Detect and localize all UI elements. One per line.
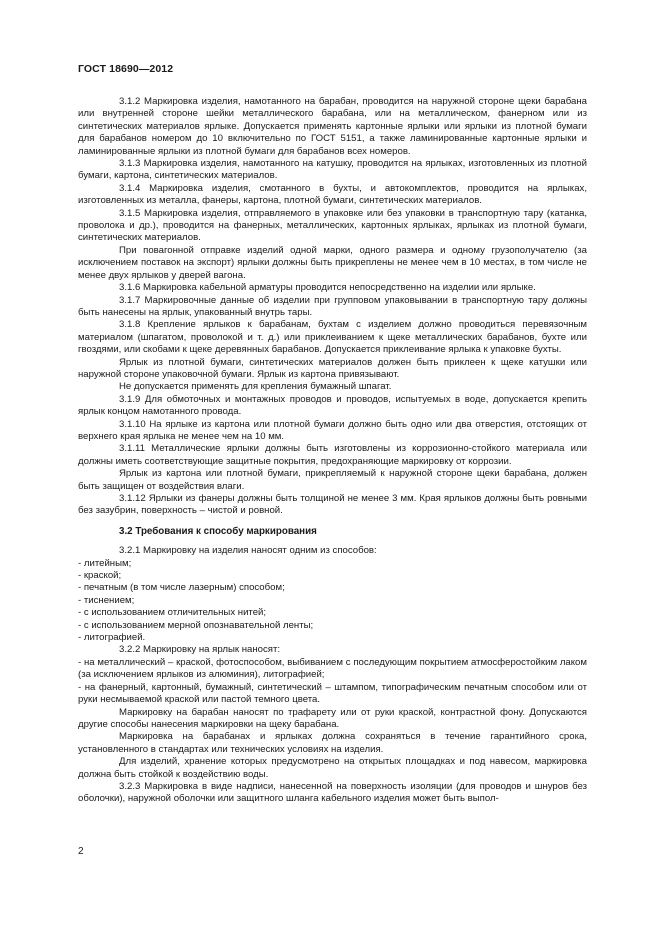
list-item: - с использованием мерной опознавательной ленты; bbox=[78, 619, 314, 631]
paragraph: Не допускается применять для крепления бумажный шпагат. bbox=[119, 381, 392, 393]
list-item: - литографией. bbox=[78, 632, 146, 644]
paragraph: 3.1.4 Маркировка изделия, смотанного в бухты, и автокомплектов, проводится на ярлыках, изготовленных из металла, фанеры, картона, плотной бумаги, синтетических материалов. bbox=[78, 182, 587, 207]
list-item: - тиснением; bbox=[78, 594, 135, 606]
list-item: - печатным (в том числе лазерным) способом; bbox=[78, 582, 285, 594]
paragraph: 3.1.10 На ярлыке из картона или плотной бумаги должно быть одно или два отверстия, отстоящих от верхнего края ярлыка не менее чем на 10 мм. bbox=[78, 418, 587, 442]
section-3-1-text bbox=[78, 96, 587, 518]
paragraph: 3.1.11 Металлические ярлыки должны быть изготовлены из коррозионно-стойкого материала или должны иметь соответствующие защитные покрытия, предохраняющие маркировку от коррозии. bbox=[78, 443, 587, 467]
section-3-2-text bbox=[78, 545, 587, 806]
paragraph: Маркировку на барабан наносят по трафарету или от руки краской, контрастной фону. Допускаются другие способы нанесения маркировки на щеку барабана. bbox=[78, 706, 587, 730]
page-number: 2 bbox=[78, 846, 84, 857]
paragraph: 3.2.1 Маркировку на изделия наносят одним из способов: bbox=[119, 545, 377, 557]
document-header: ГОСТ 18690—2012 bbox=[78, 63, 174, 75]
paragraph: Маркировка на барабанах и ярлыках должна сохраняться в течение гарантийного срока, установленного в стандартах или технических условиях на изделия. bbox=[78, 731, 587, 755]
paragraph: 3.2.2 Маркировку на ярлык наносят: bbox=[119, 644, 281, 656]
paragraph: Для изделий, хранение которых предусмотрено на открытых площадках и под навесом, маркировка должна быть стойкой к воздействию воды. bbox=[78, 756, 587, 780]
document-body bbox=[78, 96, 587, 806]
paragraph: 3.2.3 Маркировка в виде надписи, нанесенной на поверхность изоляции (для проводов и шнуров без оболочки), наружной оболочки или защитного шланга кабельного изделия может быть выпол- bbox=[78, 780, 587, 805]
paragraph: 3.1.8 Крепление ярлыков к барабанам, бухтам с изделием должно проводиться перевязочным материалом (шпагатом, проволокой и т. д.) или приклеиванием к щеке металлических барабанов, бухте или гвоздями, или скобами к щеке деревянных барабанов. Допускается приклеивание ярлыка к упаковке бухты. bbox=[78, 319, 587, 356]
paragraph: 3.1.6 Маркировка кабельной арматуры проводится непосредственно на изделии или ярлыке. bbox=[119, 282, 536, 294]
paragraph: 3.1.3 Маркировка изделия, намотанного на катушку, проводится на ярлыках, изготовленных из плотной бумаги, картона, синтетических материалов. bbox=[78, 158, 587, 182]
list-item: - литейным; bbox=[78, 557, 132, 569]
paragraph: 3.1.5 Маркировка изделия, отправляемого в упаковке или без упаковки в транспортную тару (катанка, проволока и др.), проводится на фанерных, металлических, картонных ярлыках, ярлыках из плотной бумаги, синтетических материалов. bbox=[78, 207, 587, 244]
paragraph: 3.1.9 Для обмоточных и монтажных проводов и проводов, испытуемых в воде, допускается крепить ярлык концом намотанного провода. bbox=[78, 393, 587, 418]
paragraph: Ярлык из плотной бумаги, синтетических материалов должен быть приклеен к щеке катушки или наружной стороне упаковочной бумаги. Ярлык из картона привязывают. bbox=[78, 356, 587, 380]
list-item: - на металлический – краской, фотоспособом, выбиванием с последующим покрытием атмосферостойким лаком (за исключением ярлыков из алюминия), литографией; bbox=[78, 656, 587, 681]
list-item: - на фанерный, картонный, бумажный, синтетический – штампом, типографическим печатным способом или от руки несмываемой краской или пастой темного цвета. bbox=[78, 681, 587, 706]
paragraph: При повагонной отправке изделий одной марки, одного размера и одному грузополучателю (за исключением поставок на экспорт) ярлыки должны быть прикреплены не менее чем в 10 местах, в том числе не менее двух ярлыков у дверей вагона. bbox=[78, 244, 587, 281]
list-item: - с использованием отличительных нитей; bbox=[78, 607, 267, 619]
paragraph: 3.1.2 Маркировка изделия, намотанного на барабан, проводится на наружной стороне щеки барабана или внутренней стороне шейки металлического барабана, или на металлическом, фанерном или из синтетических материалов ярлыке. Допускается применять картонные ярлыки или ярлыки из плотной бумаги для барабанов номером до 10 включительно по ГОСТ 5151, а также ламинированные картонные ярлыки и ламинированные ярлыки из плотной бумаги для барабанов всех номеров. bbox=[78, 96, 587, 157]
paragraph: 3.1.12 Ярлыки из фанеры должны быть толщиной не менее 3 мм. Края ярлыков должны быть ровными без зазубрин, поверхность – чистой и ровной. bbox=[78, 493, 587, 517]
paragraph: 3.1.7 Маркировочные данные об изделии при групповом упаковывании в транспортную тару должны быть нанесены на ярлык, упакованный внутрь тары. bbox=[78, 294, 587, 318]
list-item: - краской; bbox=[78, 570, 122, 582]
section-heading: 3.2 Требования к способу маркирования bbox=[119, 525, 317, 537]
paragraph: Ярлык из картона или плотной бумаги, прикрепляемый к наружной стороне щеки барабана, должен быть защищен от воздействия влаги. bbox=[78, 468, 587, 492]
